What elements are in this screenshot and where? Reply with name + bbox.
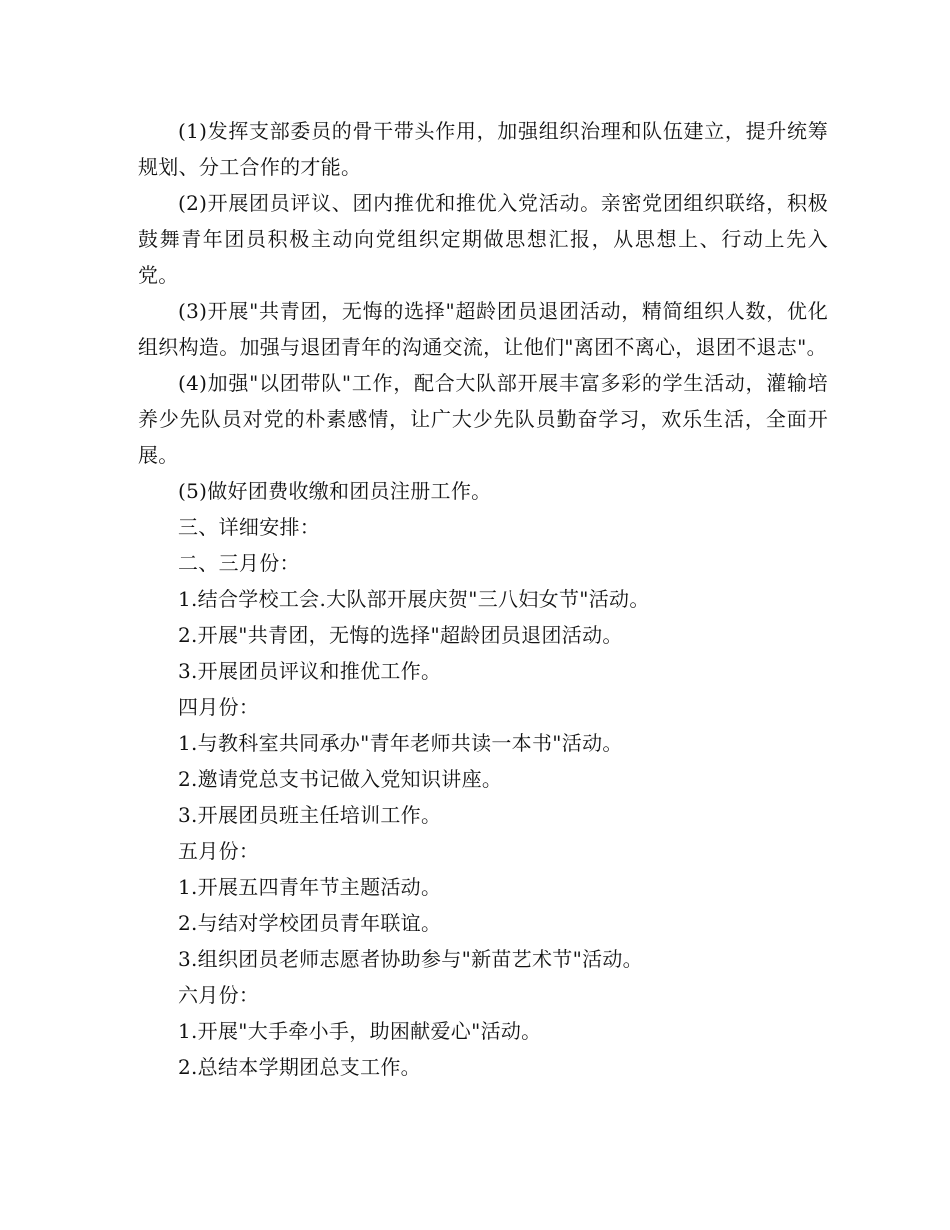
month-heading: 五月份：	[178, 839, 260, 863]
list-item: 1.开展五四青年节主题活动。	[178, 875, 442, 899]
list-item: 2.开展"共青团，无悔的选择"超龄团员退团活动。	[178, 623, 623, 647]
list-item: 3.组织团员老师志愿者协助参与"新苗艺术节"活动。	[178, 947, 643, 971]
list-item: 1.结合学校工会.大队部开展庆贺"三八妇女节"活动。	[178, 587, 650, 611]
paragraph-2: (2)开展团员评议、团内推优和推优入党活动。亲密党团组织联络，积极鼓舞青年团员积极主动向党组织定期做思想汇报，从思想上、行动上先入党。	[138, 191, 828, 287]
paragraph-4: (4)加强"以团带队"工作，配合大队部开展丰富多彩的学生活动，灌输培养少先队员对党的朴素感情，让广大少先队员勤奋学习，欢乐生活，全面开展。	[138, 371, 828, 467]
paragraph-3: (3)开展"共青团，无悔的选择"超龄团员退团活动，精简组织人数，优化组织构造。加强与退团青年的沟通交流，让他们"离团不离心，退团不退志"。	[138, 299, 828, 359]
paragraph-1: (1)发挥支部委员的骨干带头作用，加强组织治理和队伍建立，提升统筹规划、分工合作的才能。	[138, 119, 828, 179]
list-item: 3.开展团员评议和推优工作。	[178, 659, 442, 683]
document-body	[138, 113, 828, 1085]
list-item: (5)做好团费收缴和团员注册工作。	[178, 479, 492, 503]
list-item: 2.与结对学校团员青年联谊。	[178, 911, 442, 935]
list-item: 1.开展"大手牵小手，助困献爱心"活动。	[178, 1019, 542, 1043]
month-heading: 二、三月份：	[178, 551, 300, 575]
section-heading: 三、详细安排：	[178, 515, 321, 539]
list-item: 2.总结本学期团总支工作。	[178, 1055, 421, 1079]
month-heading: 六月份：	[178, 983, 260, 1007]
list-item: 3.开展团员班主任培训工作。	[178, 803, 442, 827]
list-item: 1.与教科室共同承办"青年老师共读一本书"活动。	[178, 731, 623, 755]
list-item: 2.邀请党总支书记做入党知识讲座。	[178, 767, 503, 791]
month-heading: 四月份：	[178, 695, 260, 719]
